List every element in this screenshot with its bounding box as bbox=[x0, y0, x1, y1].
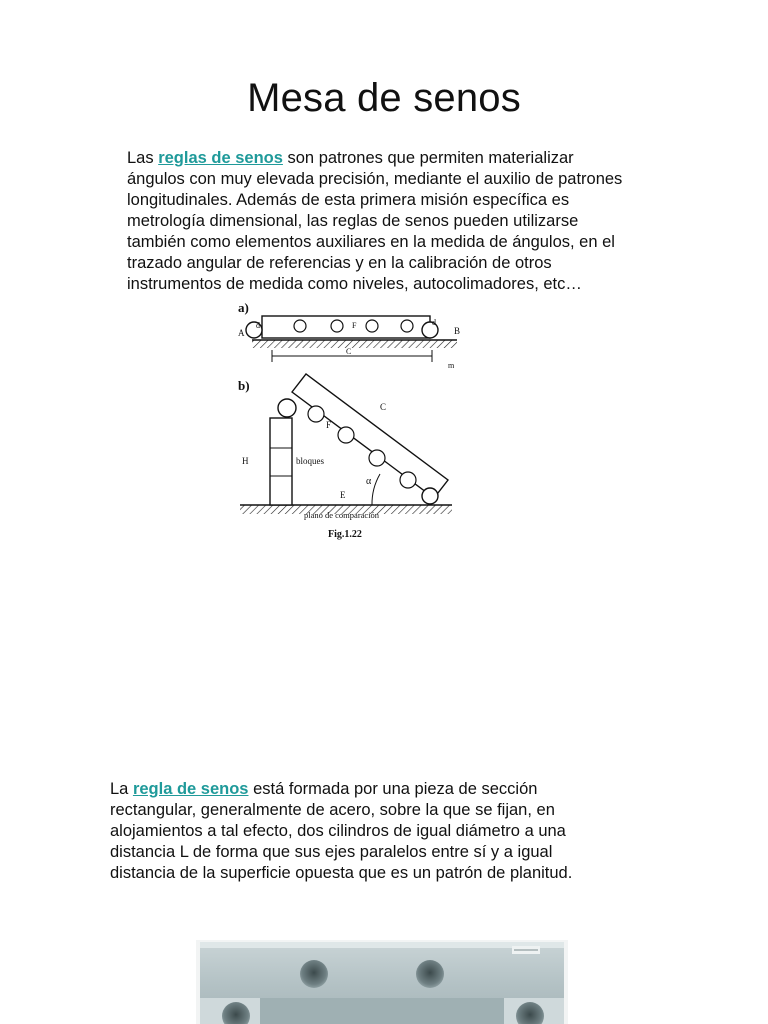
figure-label-alpha: α bbox=[366, 476, 372, 487]
figure-label-b: b) bbox=[238, 378, 250, 393]
reglas-de-senos-link[interactable]: reglas de senos bbox=[158, 149, 283, 167]
description-line-3: alojamientos a tal efecto, dos cilindros de igual diámetro a una bbox=[110, 822, 566, 840]
description-line-5: distancia de la superficie opuesta que es un patrón de planitud. bbox=[110, 864, 573, 882]
figure-label-A: A bbox=[238, 328, 245, 338]
figure-label-plano: plano de comparación bbox=[304, 510, 380, 520]
figure-caption: Fig.1.22 bbox=[328, 529, 362, 540]
figure-label-d-left: d bbox=[256, 321, 260, 330]
sine-bar-figure bbox=[232, 298, 472, 546]
sine-bar-photo bbox=[196, 940, 568, 1024]
intro-line-6: trazado angular de referencias y en la calibración de otros bbox=[127, 254, 552, 272]
figure-label-H: H bbox=[242, 456, 249, 466]
page-title: Mesa de senos bbox=[247, 76, 521, 120]
figure-label-d-right: d bbox=[432, 318, 436, 327]
regla-de-senos-link[interactable]: regla de senos bbox=[132, 780, 249, 798]
figure-label-a: a) bbox=[238, 300, 249, 315]
intro-text-start: Las bbox=[127, 149, 159, 167]
description-text-after-link: está formada por una pieza de sección bbox=[248, 780, 538, 798]
figure-label-F-a: F bbox=[352, 321, 357, 330]
intro-line-7: instrumentos de medida como niveles, autocolimadores, etc… bbox=[127, 275, 582, 293]
description-line-1 bbox=[110, 779, 630, 800]
description-paragraph bbox=[110, 779, 630, 884]
figure-label-C-b: C bbox=[380, 402, 387, 412]
figure-label-bloques: bloques bbox=[296, 456, 324, 466]
intro-text-after-link: son patrones que permiten materializar bbox=[282, 149, 574, 167]
intro-line-2: ángulos con muy elevada precisión, mediante el auxilio de patrones bbox=[127, 170, 623, 188]
intro-line-1 bbox=[127, 148, 667, 169]
figure-label-C-a: C bbox=[346, 347, 352, 356]
sine-bar-inclined bbox=[240, 374, 452, 514]
figure-label-m: m bbox=[448, 361, 455, 370]
intro-line-3: longitudinales. Además de esta primera misión específica es bbox=[127, 191, 570, 209]
description-line-4: distancia L de forma que sus ejes paralelos entre sí y a igual bbox=[110, 843, 553, 861]
intro-line-5: también como elementos auxiliares en la medida de ángulos, en el bbox=[127, 233, 615, 251]
description-text-start: La bbox=[110, 780, 133, 798]
intro-line-4: metrología dimensional, las reglas de senos pueden utilizarse bbox=[127, 212, 579, 230]
figure-label-B: B bbox=[454, 326, 461, 336]
figure-label-E: E bbox=[340, 490, 346, 500]
intro-paragraph bbox=[127, 148, 667, 295]
description-line-2: rectangular, generalmente de acero, sobre la que se fijan, en bbox=[110, 801, 555, 819]
figure-label-F-b: F bbox=[326, 420, 332, 430]
